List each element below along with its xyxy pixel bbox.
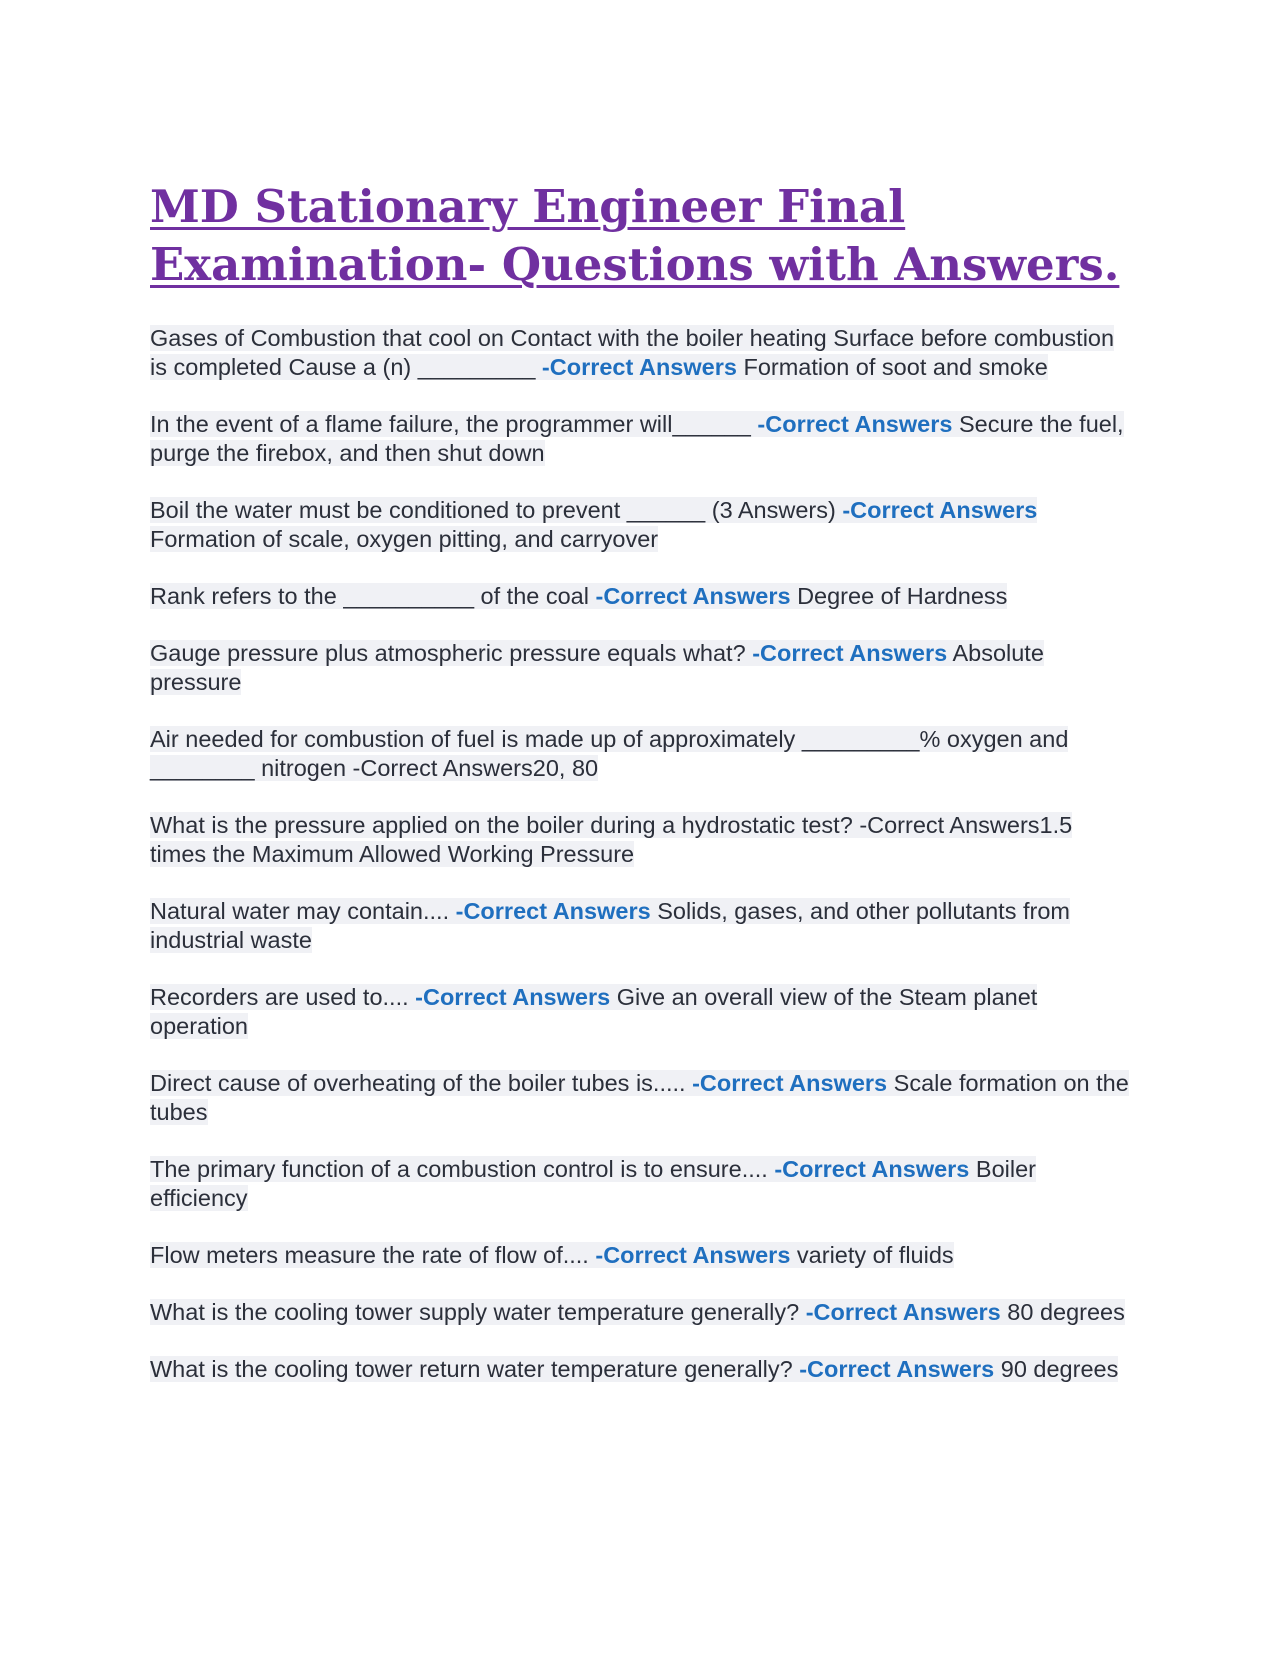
answer-text: Secure the fuel, purge the firebox, and then shut down bbox=[150, 411, 1124, 466]
correct-answers-label: -Correct Answers bbox=[774, 1156, 970, 1182]
qa-item bbox=[150, 897, 1130, 955]
question-text: Recorders are used to.... bbox=[150, 984, 416, 1010]
correct-answers-label: -Correct Answers bbox=[805, 1299, 1001, 1325]
correct-answers-label: -Correct Answers bbox=[752, 640, 948, 666]
question-text: What is the pressure applied on the boiler during a hydrostatic test? -Correct Answers1.5 times the Maximum Allowed Working Pressure bbox=[150, 812, 1073, 867]
qa-item bbox=[150, 496, 1130, 554]
qa-text bbox=[150, 726, 1068, 781]
question-text: Boil the water must be conditioned to prevent ______ (3 Answers) bbox=[150, 497, 843, 523]
qa-text bbox=[150, 1242, 954, 1268]
correct-answers-label: -Correct Answers bbox=[799, 1356, 995, 1382]
question-text: Rank refers to the __________ of the coal bbox=[150, 583, 596, 609]
correct-answers-label: -Correct Answers bbox=[415, 984, 611, 1010]
qa-text bbox=[150, 1299, 1125, 1325]
question-text: What is the cooling tower return water temperature generally? bbox=[150, 1356, 800, 1382]
correct-answers-label: -Correct Answers bbox=[541, 354, 737, 380]
qa-item bbox=[150, 1155, 1130, 1213]
question-text: Direct cause of overheating of the boiler tubes is..... bbox=[150, 1070, 693, 1096]
question-text: Gases of Combustion that cool on Contact with the boiler heating Surface before combustion is completed Cause a (n) _________ bbox=[150, 325, 1115, 380]
qa-item bbox=[150, 1298, 1130, 1327]
qa-item bbox=[150, 1069, 1130, 1127]
qa-item bbox=[150, 725, 1130, 783]
correct-answers-label: -Correct Answers bbox=[842, 497, 1038, 523]
qa-list bbox=[150, 324, 1130, 1384]
qa-text bbox=[150, 984, 1037, 1039]
document-page bbox=[150, 178, 1130, 1412]
correct-answers-label: -Correct Answers bbox=[455, 898, 651, 924]
question-text: Air needed for combustion of fuel is made up of approximately _________% oxygen and ________ nitrogen -Correct Answers20, 80 bbox=[150, 726, 1069, 781]
answer-text: 90 degrees bbox=[994, 1356, 1119, 1382]
correct-answers-label: -Correct Answers bbox=[595, 1242, 791, 1268]
qa-text bbox=[150, 1356, 1118, 1382]
answer-text: Give an overall view of the Steam planet operation bbox=[150, 984, 1038, 1039]
answer-text: Absolute pressure bbox=[150, 640, 1044, 695]
qa-text bbox=[150, 640, 1044, 695]
qa-text bbox=[150, 497, 1037, 552]
question-text: Natural water may contain.... bbox=[150, 898, 456, 924]
qa-text bbox=[150, 583, 1007, 609]
answer-text: Formation of scale, oxygen pitting, and carryover bbox=[150, 526, 659, 552]
qa-item bbox=[150, 324, 1130, 382]
question-text: In the event of a flame failure, the programmer will______ bbox=[150, 411, 758, 437]
question-text: Flow meters measure the rate of flow of.... bbox=[150, 1242, 596, 1268]
answer-text: variety of fluids bbox=[790, 1242, 954, 1268]
answer-text: 80 degrees bbox=[1000, 1299, 1125, 1325]
correct-answers-label: -Correct Answers bbox=[595, 583, 791, 609]
answer-text: Boiler efficiency bbox=[150, 1156, 1037, 1211]
qa-item bbox=[150, 582, 1130, 611]
qa-item bbox=[150, 639, 1130, 697]
question-text: Gauge pressure plus atmospheric pressure equals what? bbox=[150, 640, 753, 666]
qa-text bbox=[150, 325, 1114, 380]
document-title: MD Stationary Engineer Final Examination- Questions with Answers. bbox=[150, 180, 1120, 291]
qa-item bbox=[150, 410, 1130, 468]
answer-text: Degree of Hardness bbox=[790, 583, 1008, 609]
qa-text bbox=[150, 1156, 1036, 1211]
qa-text bbox=[150, 898, 1070, 953]
qa-item bbox=[150, 811, 1130, 869]
qa-text bbox=[150, 411, 1124, 466]
answer-text: Solids, gases, and other pollutants from industrial waste bbox=[150, 898, 1070, 953]
answer-text: Scale formation on the tubes bbox=[150, 1070, 1129, 1125]
qa-text bbox=[150, 812, 1072, 867]
qa-item bbox=[150, 1241, 1130, 1270]
correct-answers-label: -Correct Answers bbox=[757, 411, 953, 437]
qa-text bbox=[150, 1070, 1129, 1125]
correct-answers-label: -Correct Answers bbox=[692, 1070, 888, 1096]
answer-text: Formation of soot and smoke bbox=[736, 354, 1048, 380]
qa-item bbox=[150, 983, 1130, 1041]
question-text: What is the cooling tower supply water temperature generally? bbox=[150, 1299, 806, 1325]
question-text: The primary function of a combustion control is to ensure.... bbox=[150, 1156, 775, 1182]
qa-item bbox=[150, 1355, 1130, 1384]
